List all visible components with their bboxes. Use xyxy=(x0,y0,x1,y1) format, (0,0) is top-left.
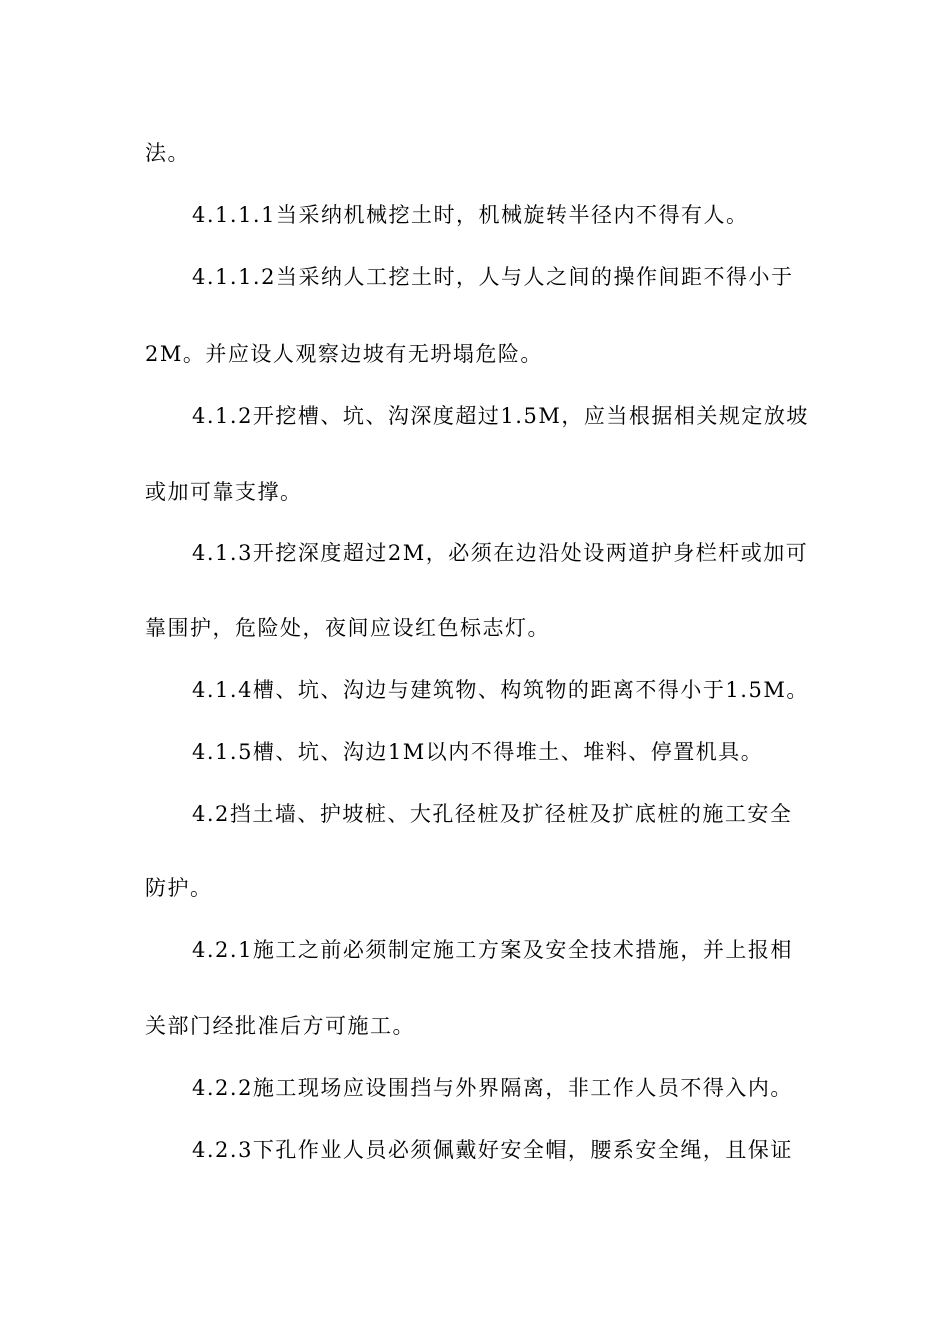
paragraph-line: 关部门经批准后方可施工。 xyxy=(145,1014,415,1038)
paragraph-line: 2M。并应设人观察边坡有无坍塌危险。 xyxy=(145,342,543,366)
paragraph-line: 4.1.2开挖槽、坑、沟深度超过1.5M，应当根据相关规定放坡 xyxy=(192,404,809,428)
paragraph-line: 4.1.1.2当采纳人工挖土时，人与人之间的操作间距不得小于 xyxy=(192,265,794,289)
paragraph-line: 4.1.4槽、坑、沟边与建筑物、构筑物的距离不得小于1.5M。 xyxy=(192,678,809,702)
paragraph-line: 4.2挡土墙、护坡桩、大孔径桩及扩径桩及扩底桩的施工安全 xyxy=(192,802,793,826)
paragraph-line: 4.2.2施工现场应设围挡与外界隔离，非工作人员不得入内。 xyxy=(192,1076,793,1100)
paragraph-line: 4.2.3下孔作业人员必须佩戴好安全帽，腰系安全绳，且保证 xyxy=(192,1138,793,1162)
paragraph-line: 靠围护，危险处，夜间应设红色标志灯。 xyxy=(145,616,550,640)
paragraph-line: 4.1.5槽、坑、沟边1M以内不得堆土、堆料、停置机具。 xyxy=(192,740,764,764)
paragraph-line: 4.1.3开挖深度超过2M，必须在边沿处设两道护身栏杆或加可 xyxy=(192,541,809,565)
paragraph-line: 或加可靠支撑。 xyxy=(145,480,303,504)
paragraph-line: 法。 xyxy=(145,141,190,165)
paragraph-line: 4.2.1施工之前必须制定施工方案及安全技术措施，并上报相 xyxy=(192,938,793,962)
paragraph-line: 4.1.1.1当采纳机械挖土时，机械旋转半径内不得有人。 xyxy=(192,203,749,227)
paragraph-line: 防护。 xyxy=(145,876,213,900)
